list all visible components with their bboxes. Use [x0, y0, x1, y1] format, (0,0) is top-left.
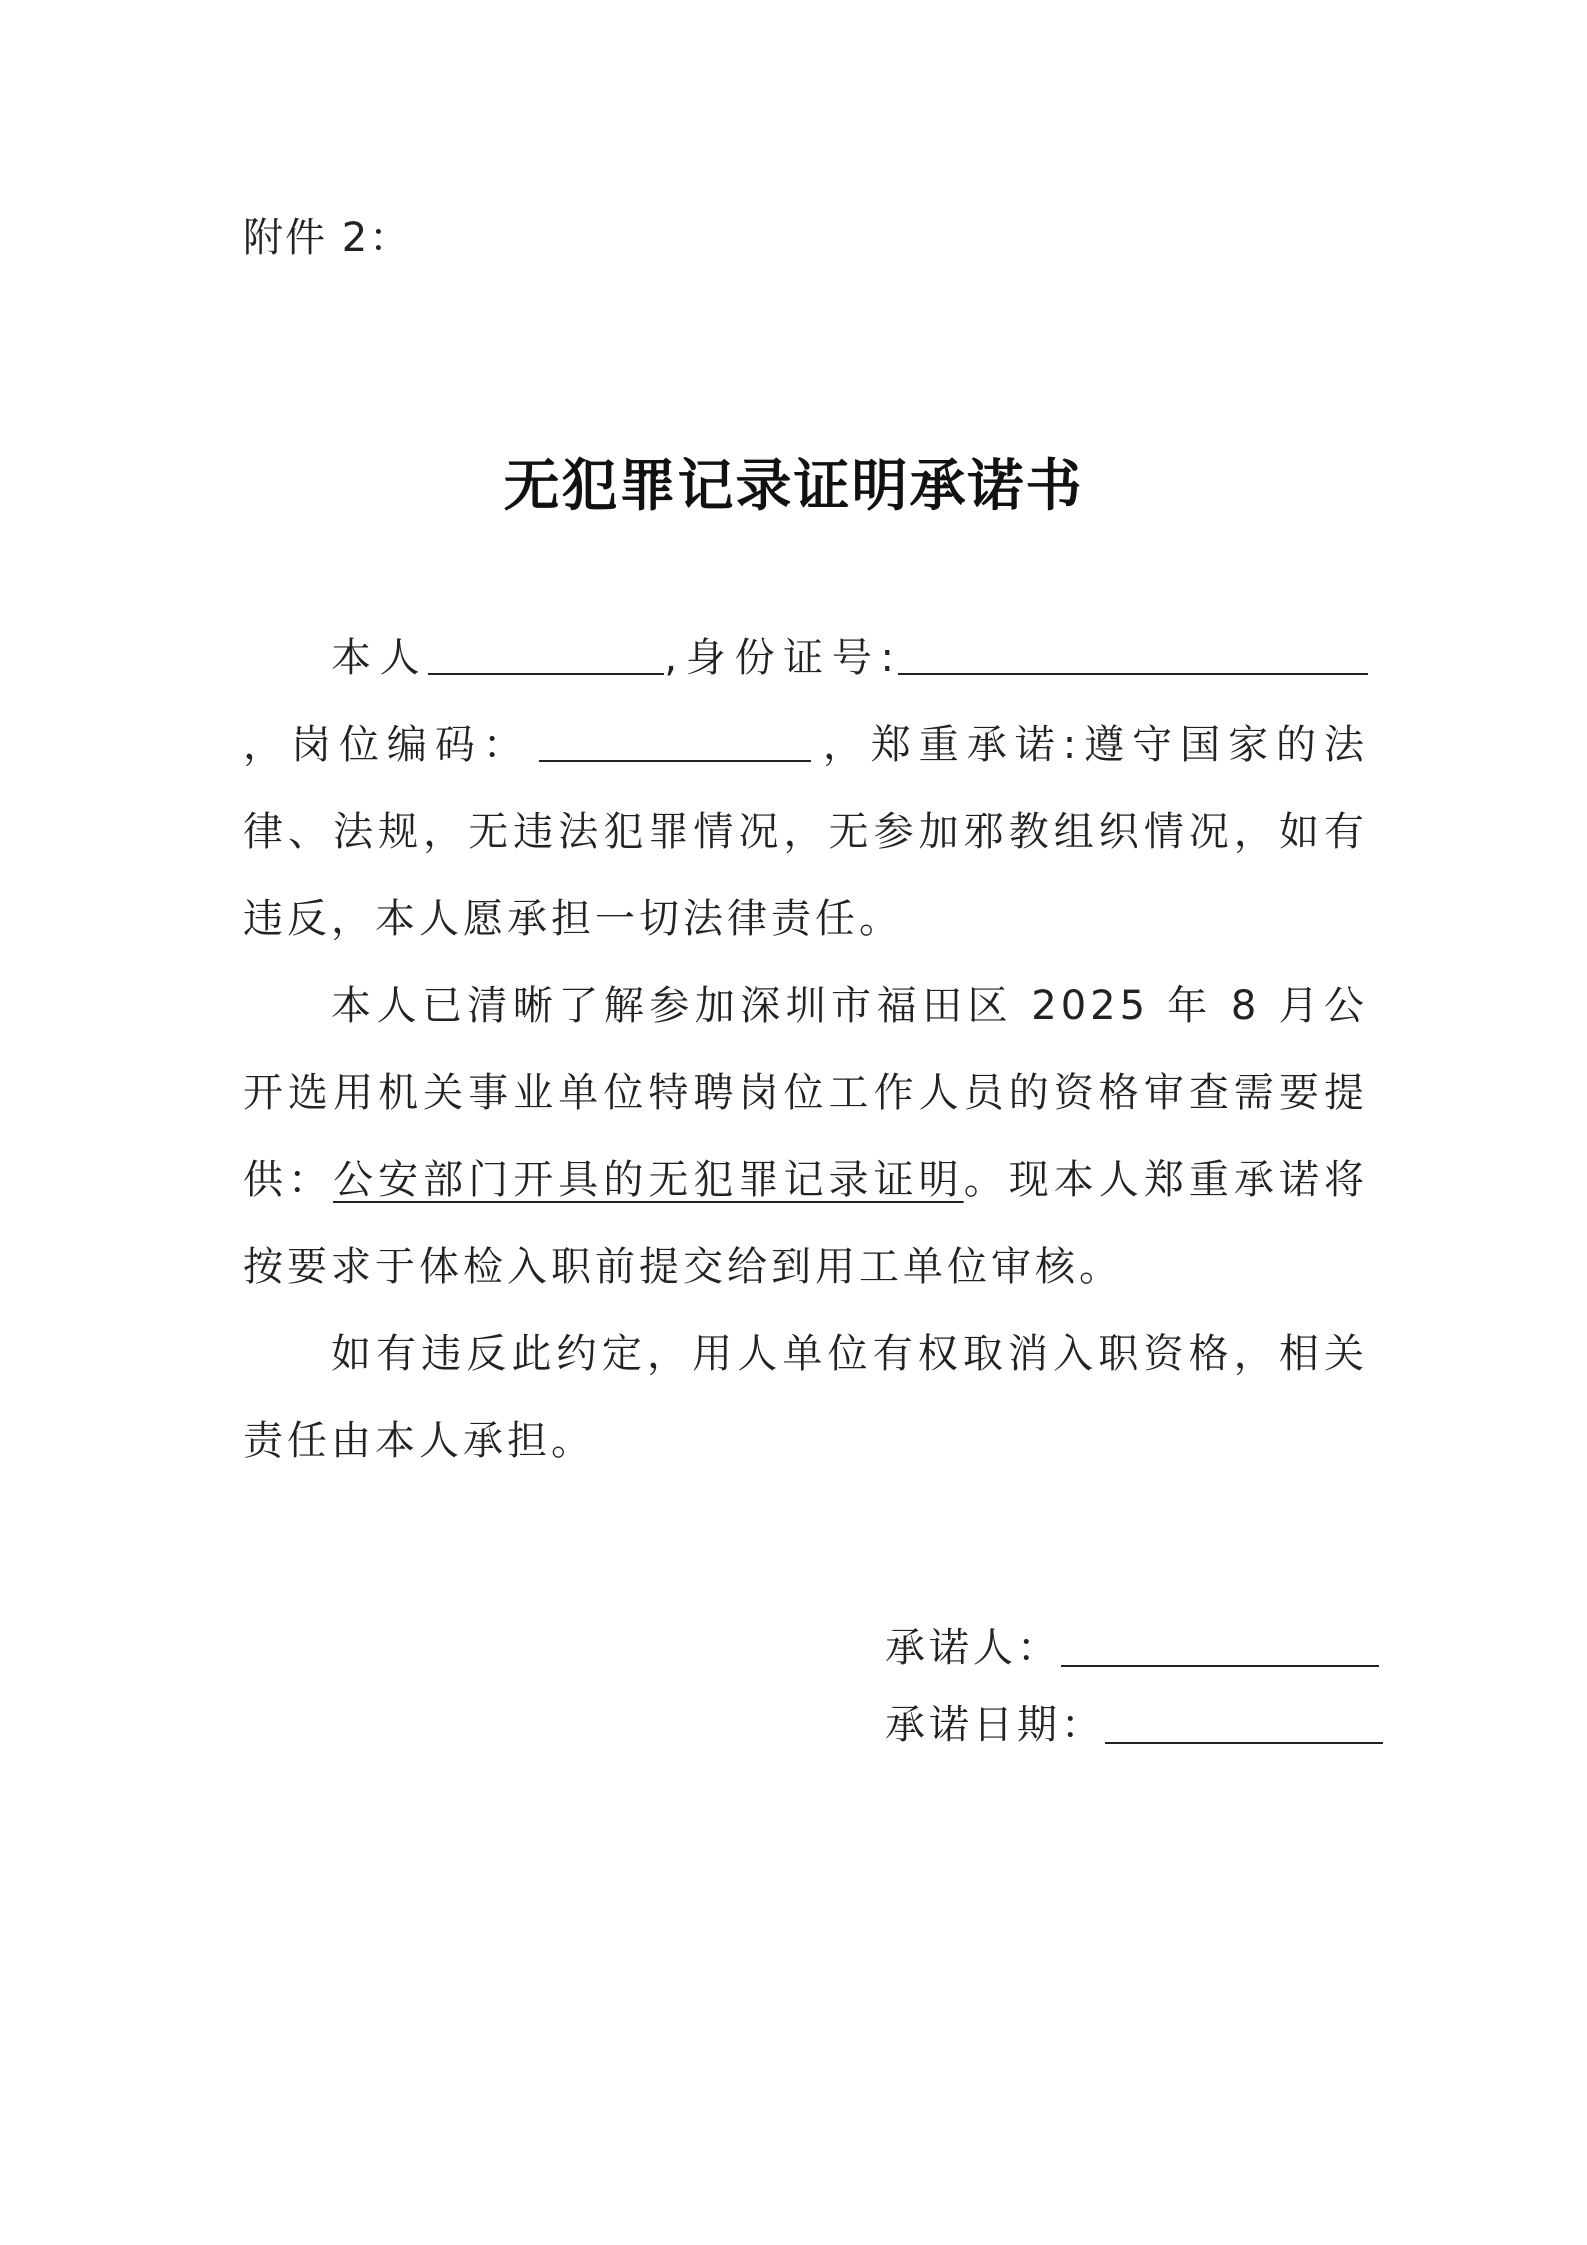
paragraph-violation	[243, 1311, 1368, 1485]
promisor-label: 承诺人：	[885, 1625, 1061, 1671]
promise-date-row	[885, 1697, 1383, 1753]
paragraph-commitment	[243, 615, 1368, 963]
paragraph2-text-after: 。现本人郑重承诺将按要求于体检入职前提交给到用工单位审核。	[243, 1157, 1369, 1290]
name-blank[interactable]	[428, 633, 664, 675]
promisor-row	[885, 1620, 1379, 1676]
document-body	[243, 615, 1368, 1485]
paragraph-requirement	[243, 963, 1368, 1311]
promisor-blank[interactable]	[1061, 1627, 1379, 1667]
promise-date-blank[interactable]	[1105, 1704, 1383, 1744]
post-code-blank[interactable]	[539, 720, 811, 762]
post-code-label: 岗位编码：	[290, 722, 531, 768]
id-number-blank[interactable]	[898, 633, 1368, 675]
paragraph2-underlined-text: 公安部门开具的无犯罪记录证明	[333, 1157, 964, 1203]
paragraph3-text: 如有违反此约定，用人单位有权取消入职资格，相关责任由本人承担。	[243, 1331, 1368, 1464]
attachment-label: 附件 2：	[243, 215, 412, 261]
paragraph2-text-before: 本人已清晰了解参加深圳市福田区 2025 年 8 月公开选用机关事业单位特聘岗位工作人员的资格审查需要提供：	[243, 983, 1368, 1203]
document-title: 无犯罪记录证明承诺书	[503, 453, 1084, 519]
id-number-label: ,身份证号:	[664, 635, 898, 681]
promise-date-label: 承诺日期：	[885, 1702, 1105, 1748]
paragraph1-comma: ，	[243, 722, 291, 768]
paragraph1-commit-text: ，郑重承诺:遵守国家的法律、法规，无违法犯罪情况，无参加邪教组织情况，如有违反，本人愿承担一切法律责任。	[243, 722, 1369, 942]
paragraph1-prefix: 本人	[331, 635, 429, 681]
